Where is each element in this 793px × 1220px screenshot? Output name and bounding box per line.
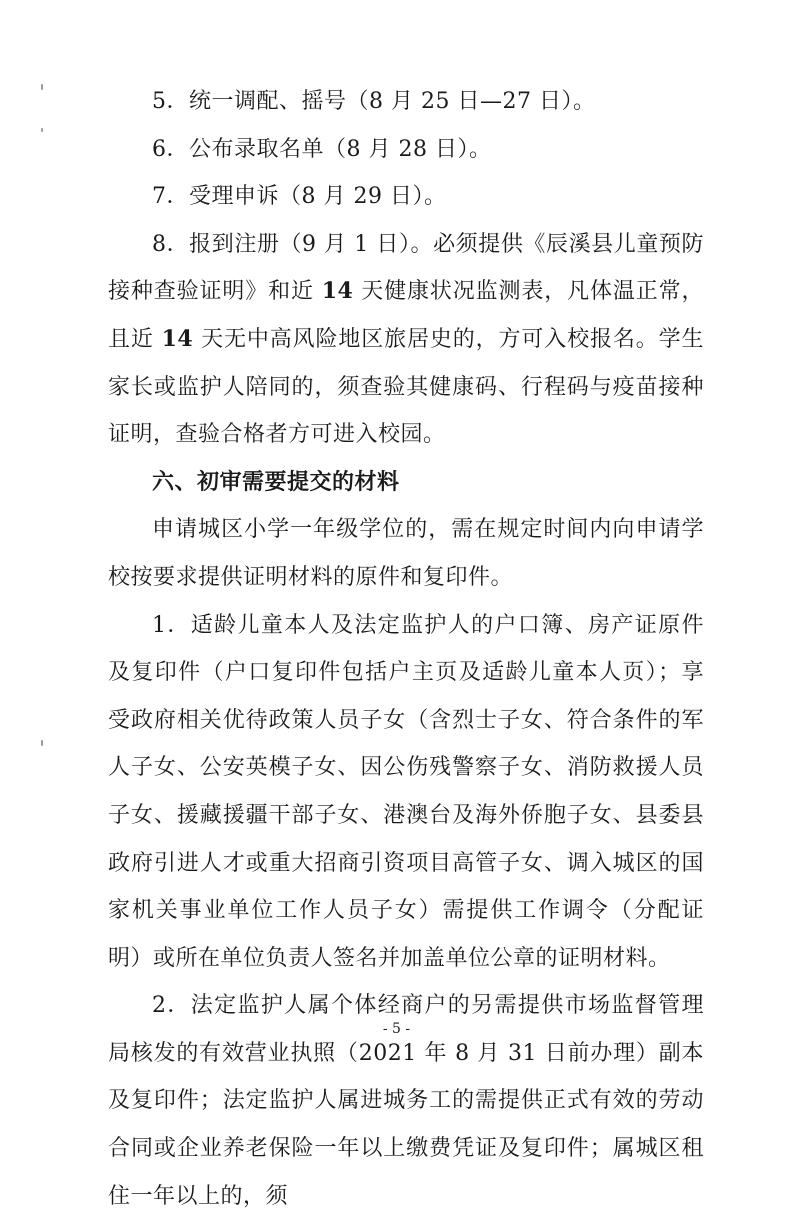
body-text bbox=[108, 78, 704, 1220]
section-heading-6: 六、初审需要提交的材料 bbox=[152, 469, 400, 495]
item-8-part-e: 天无中高风险地区旅居史的，方可入校报名。学生家长或监护人陪同的，须查验其健康码、行程码与疫苗接种证明，查验合格者方可进入校园。 bbox=[108, 326, 704, 448]
item-8-days-1: 14 bbox=[321, 278, 354, 305]
list-item-6: 6．公布录取名单（8 月 28 日）。 bbox=[152, 136, 492, 162]
list-item-5: 5．统一调配、摇号（8 月 25 日—27 日）。 bbox=[152, 89, 596, 114]
item-8-part-a: 8．报到注册（9 月 1 日）。必须提供《辰溪县儿童预防接种查验证明》和近 bbox=[108, 231, 704, 305]
section-intro: 申请城区小学一年级学位的，需在规定时间内向申请学校按要求提供证明材料的原件和复印件。 bbox=[108, 517, 704, 590]
item-8-part-c: 天健康状况监测表，凡体温正常，且近 bbox=[108, 279, 704, 352]
materials-item-2: 2．法定监护人属个体经商户的另需提供市场监督管理局核发的有效营业执照（2021 年 8 月 31 日前办理）副本及复印件；法定监护人属进城务工的需提供正式有效的劳动合同或企业养老保险一年以上缴费凭证及复印件；属城区租住一年以上的，须 bbox=[108, 993, 704, 1209]
materials-item-1: 1．适龄儿童本人及法定监护人的户口簿、房产证原件及复印件（户口复印件包括户主页及适龄儿童本人页）；享受政府相关优待政策人员子女（含烈士子女、符合条件的军人子女、公安英模子女、因公伤残警察子女、消防救援人员子女、援藏援疆干部子女、港澳台及海外侨胞子女、县委县政府引进人才或重大招商引资项目高管子女、调入城区的国家机关事业单位工作人员子女）需提供工作调令（分配证明）或所在单位负责人签名并加盖单位公章的证明材料。 bbox=[108, 612, 704, 971]
scan-speck bbox=[41, 740, 43, 746]
scan-speck bbox=[41, 84, 43, 90]
list-item-7: 7．受理申诉（8 月 29 日）。 bbox=[152, 184, 447, 210]
scan-speck bbox=[41, 128, 43, 132]
item-8-days-2: 14 bbox=[161, 325, 194, 352]
page-number: - 5 - bbox=[382, 1021, 411, 1037]
list-item-8 bbox=[108, 221, 704, 459]
